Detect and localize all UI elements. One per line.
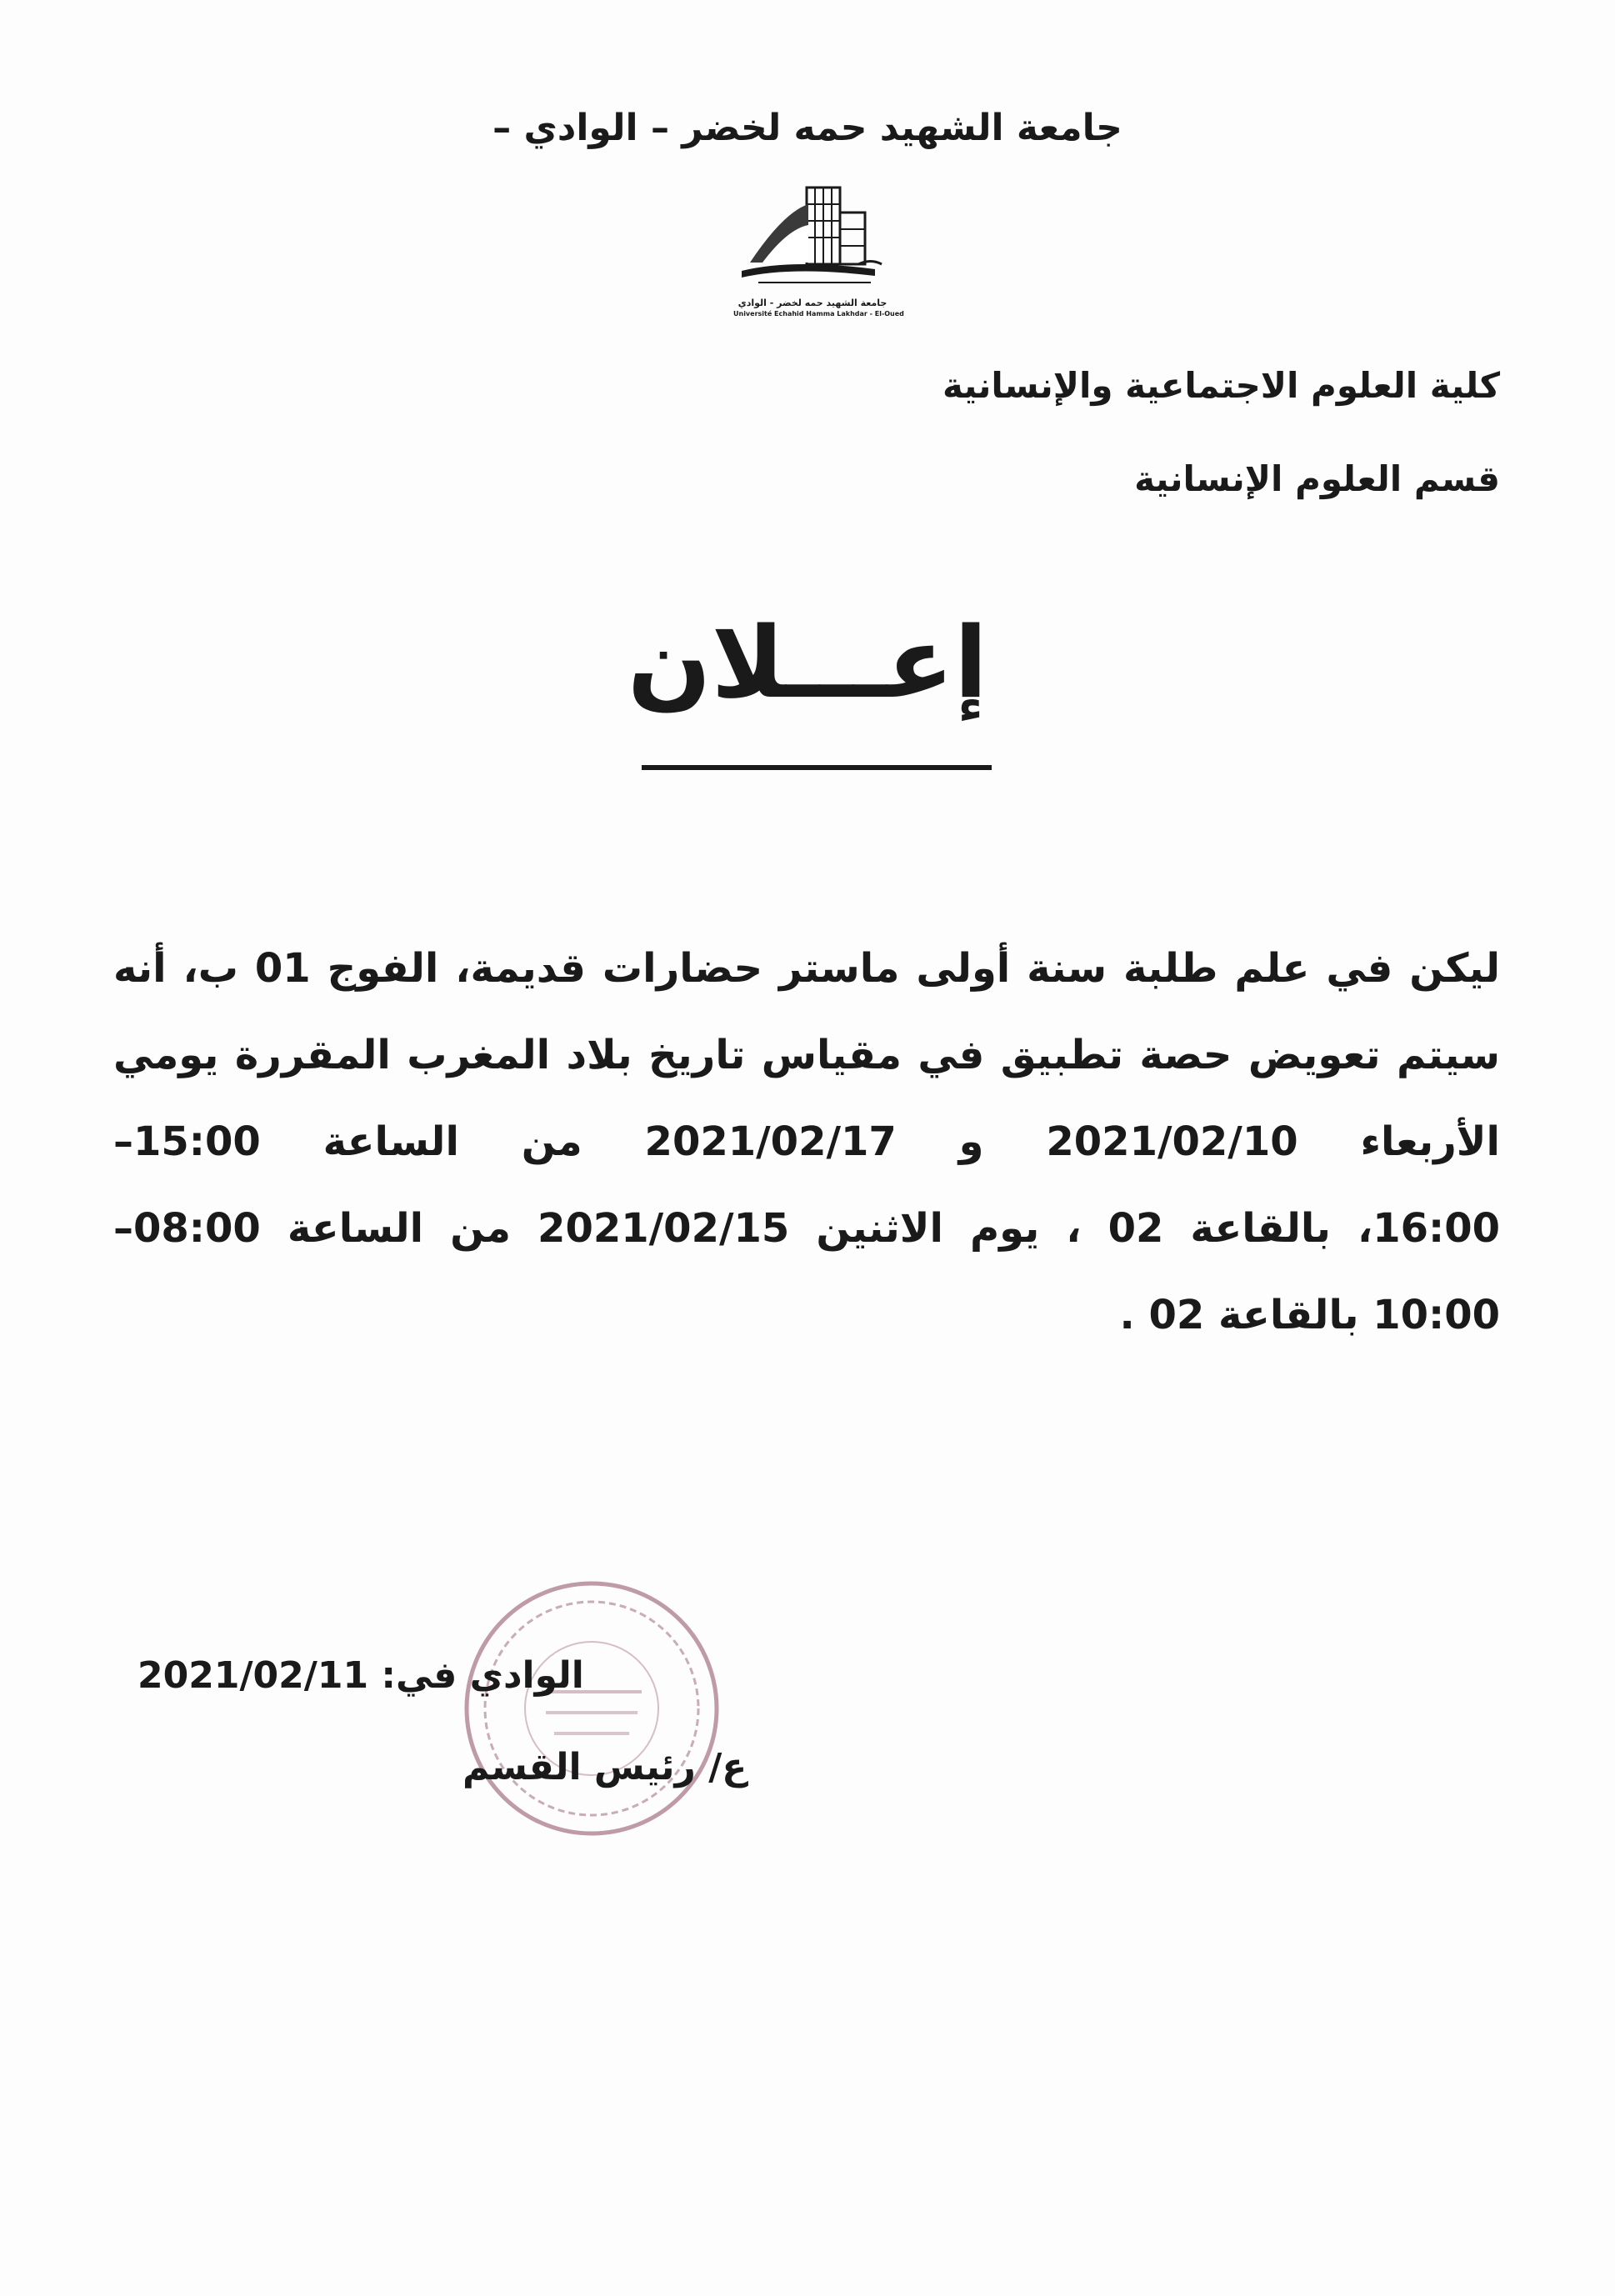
announcement-line: 16:00، بالقاعة 02 ، يوم الاثنين 2021/02/15 من الساعة 08:00– — [113, 1205, 1500, 1252]
date-value: 2021/02/11 — [138, 1654, 369, 1697]
official-stamp — [450, 1567, 733, 1850]
faculty-name: كلية العلوم الاجتماعية والإنسانية — [942, 365, 1500, 406]
logo-caption-french: Université Echahid Hamma Lakhdar - El-Oued — [733, 310, 904, 318]
heading-underline — [642, 765, 992, 770]
department-name: قسم العلوم الإنسانية — [1134, 458, 1500, 499]
announcement-line: سيتم تعويض حصة تطبيق في مقياس تاريخ بلاد المغرب المقررة يومي — [113, 1032, 1500, 1078]
date-line — [138, 1654, 584, 1697]
university-name: جامعة الشهيد حمه لخضر – الوادي – — [492, 107, 1122, 149]
announcement-line: الأربعاء 2021/02/10 و 2021/02/17 من الساعة 15:00– — [113, 1118, 1500, 1165]
announcement-line: 10:00 بالقاعة 02 . — [1119, 1292, 1500, 1338]
date-label: الوادي في: — [381, 1654, 584, 1697]
signature-label: ع/ رئيس القسم — [462, 1746, 748, 1788]
university-logo-icon — [733, 179, 892, 296]
university-logo — [733, 179, 904, 321]
stamp-icon — [450, 1567, 733, 1850]
announcement-heading: إعـــلان — [627, 605, 988, 720]
logo-caption-arabic: جامعة الشهيد حمه لخضر - الوادي — [738, 298, 888, 308]
announcement-line: ليكن في علم طلبة سنة أولى ماستر حضارات قديمة، الفوج 01 ب، أنه — [113, 945, 1500, 992]
announcement-body — [113, 925, 1500, 1358]
